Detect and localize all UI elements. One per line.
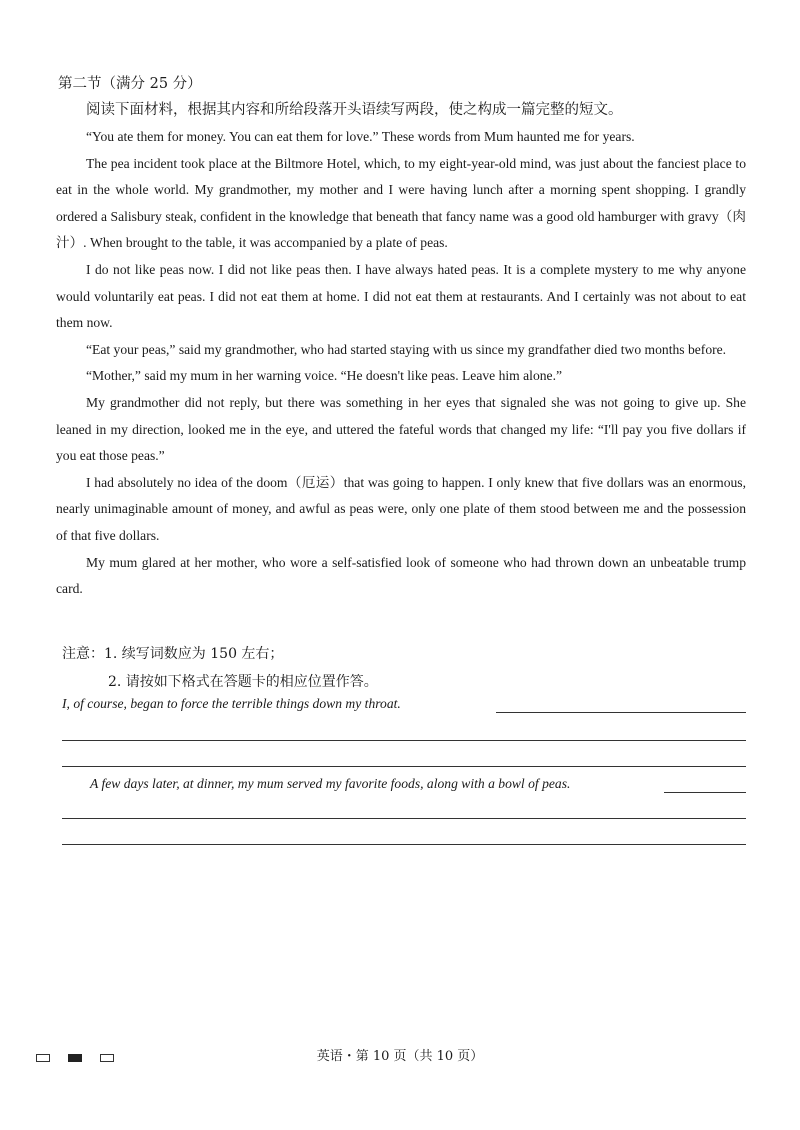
passage-paragraph-6: My grandmother did not reply, but there was something in her eyes that signaled she was not going to give up. She leaned in my direction, looked me in the eye, and uttered the fateful words that changed my life: “I'll pay you five dollars if you eat those peas.” [56,394,746,464]
note-answer-format: 2. 请按如下格式在答题卡的相应位置作答。 [108,674,378,690]
passage-paragraph-1: “You ate them for money. You can eat them for love.” These words from Mum haunted me for years. [86,129,635,144]
answer-line [62,740,746,741]
paragraph-starter-1: I, of course, began to force the terrible things down my throat. [62,696,401,711]
reading-passage [56,124,746,603]
note-word-count: 注意：1. 续写词数应为 150 左右； [62,646,284,662]
section-title: 第二节（满分 25 分） [58,76,202,92]
instruction-text: 阅读下面材料，根据其内容和所给段落开头语续写两段，使之构成一篇完整的短文。 [86,102,623,118]
answer-line [496,712,746,713]
answer-line [62,844,746,845]
passage-paragraph-2: The pea incident took place at the Biltmore Hotel, which, to my eight-year-old mind, was just about the fanciest place to eat in the whole world. My grandmother, my mother and I were having lunch after a morning spent shopping. I grandly ordered a Salisbury steak, confident in the knowledge that beneath that fancy name was a good old hamburger with gravy（肉汁）. When brought to the table, it was accompanied by a plate of peas. [56,155,746,251]
answer-line [664,792,746,793]
passage-paragraph-8: My mum glared at her mother, who wore a self-satisfied look of someone who had thrown down an unbeatable trump card. [56,554,746,597]
page-footer: 英语・第 10 页（共 10 页） [316,1049,484,1064]
paragraph-starter-2: A few days later, at dinner, my mum served my favorite foods, along with a bowl of peas. [90,776,571,791]
passage-paragraph-4: “Eat your peas,” said my grandmother, who had started staying with us since my grandfather died two months before. [86,341,727,357]
passage-paragraph-5: “Mother,” said my mum in her warning voice. “He doesn't like peas. Leave him alone.” [86,368,563,384]
notes-block [62,640,378,696]
answer-line [62,818,746,819]
passage-paragraph-7: I had absolutely no idea of the doom（厄运）that was going to happen. I only knew that five dollars was an enormous, nearly unimaginable amount of money, and awful as peas were, only one plate of them stood between me and the possession of that five dollars. [56,474,746,543]
passage-paragraph-3: I do not like peas now. I did not like peas then. I have always hated peas. It is a complete mystery to me why anyone would voluntarily eat peas. I did not eat them at home. I did not eat them at restaurants. And I certainly was not about to eat them now. [56,261,746,331]
answer-line [62,766,746,767]
